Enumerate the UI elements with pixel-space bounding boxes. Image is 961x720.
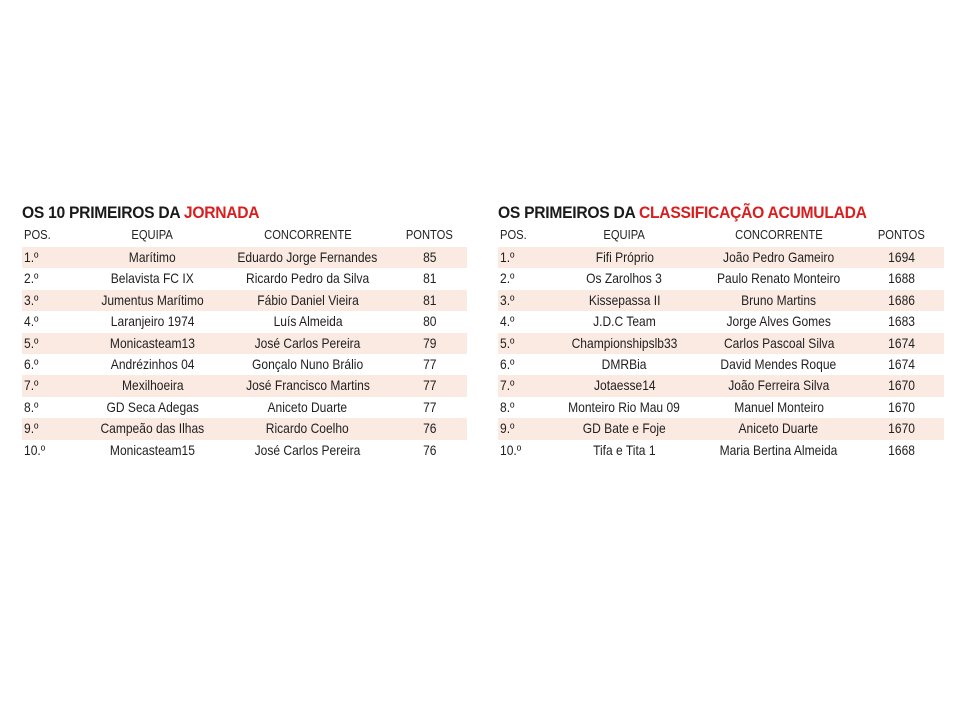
cell-team: Monicasteam15 xyxy=(109,441,195,458)
cell-name: João Ferreira Silva xyxy=(728,377,830,394)
cell-pos: 4.º xyxy=(24,313,39,330)
cell-name: Eduardo Jorge Fernandes xyxy=(237,249,378,265)
table-row xyxy=(498,333,944,354)
cell-pos: 4.º xyxy=(500,313,515,330)
cell-name: Maria Bertina Almeida xyxy=(719,441,838,458)
cell-team: Belavista FC IX xyxy=(110,270,194,287)
cell-pts: 1674 xyxy=(887,355,915,372)
cell-pts: 81 xyxy=(422,291,437,308)
table-row xyxy=(498,311,944,332)
cell-pos: 2.º xyxy=(24,270,39,287)
table-row xyxy=(22,440,467,461)
table-row xyxy=(498,354,944,375)
cell-name: Aniceto Duarte xyxy=(267,398,348,415)
cell-team: Jotaesse14 xyxy=(593,377,656,394)
table-row xyxy=(22,375,467,396)
cell-name: Bruno Martins xyxy=(741,291,817,308)
table-row xyxy=(498,375,944,396)
jornada-title-prefix: OS 10 PRIMEIROS DA xyxy=(22,203,184,222)
acumulada-title-prefix: OS PRIMEIROS DA xyxy=(498,203,640,222)
table-row xyxy=(22,397,467,418)
cell-pos: 9.º xyxy=(500,420,515,437)
acumulada-table xyxy=(498,200,944,461)
cell-team: Fifi Próprio xyxy=(595,249,654,265)
header-pts: PONTOS xyxy=(877,227,925,242)
acumulada-header-row xyxy=(498,226,944,244)
jornada-table-title xyxy=(22,200,431,226)
jornada-rows xyxy=(22,247,467,461)
cell-name: Luís Almeida xyxy=(273,313,343,330)
acumulada-title-accent: CLASSIFICAÇÃO ACUMULADA xyxy=(639,203,867,222)
cell-pts: 1670 xyxy=(887,398,915,415)
cell-team: Tifa e Tita 1 xyxy=(593,441,656,458)
table-row xyxy=(498,247,944,268)
cell-pos: 2.º xyxy=(500,270,515,287)
table-row xyxy=(22,418,467,439)
cell-team: GD Bate e Foje xyxy=(582,420,666,437)
cell-pts: 1683 xyxy=(887,313,915,330)
cell-name: Carlos Pascoal Silva xyxy=(723,334,834,351)
cell-pts: 1686 xyxy=(887,291,915,308)
cell-pts: 1694 xyxy=(887,249,915,265)
cell-pts: 1670 xyxy=(887,377,915,394)
cell-pos: 1.º xyxy=(24,249,39,265)
cell-pos: 6.º xyxy=(24,355,39,372)
header-name: CONCORRENTE xyxy=(734,227,823,242)
cell-team: Marítimo xyxy=(128,249,176,265)
cell-pos: 3.º xyxy=(500,291,515,308)
cell-pos: 7.º xyxy=(500,377,515,394)
table-row xyxy=(22,290,467,311)
header-pos: POS. xyxy=(24,227,51,242)
table-row xyxy=(22,354,467,375)
cell-team: J.D.C Team xyxy=(593,313,656,330)
cell-pts: 76 xyxy=(422,420,437,437)
cell-pos: 8.º xyxy=(500,398,515,415)
cell-name: Manuel Monteiro xyxy=(733,398,824,415)
table-row xyxy=(22,311,467,332)
cell-name: Paulo Renato Monteiro xyxy=(717,270,841,287)
cell-name: Ricardo Coelho xyxy=(266,420,350,437)
cell-team: GD Seca Adegas xyxy=(106,398,199,415)
cell-team: Laranjeiro 1974 xyxy=(110,313,195,330)
cell-team: Monicasteam13 xyxy=(109,334,195,351)
cell-pts: 77 xyxy=(422,398,437,415)
cell-pts: 1688 xyxy=(887,270,915,287)
table-row xyxy=(498,290,944,311)
cell-name: David Mendes Roque xyxy=(720,355,837,372)
cell-pts: 76 xyxy=(422,441,437,458)
cell-pos: 10.º xyxy=(24,441,46,458)
table-row xyxy=(498,397,944,418)
cell-pts: 80 xyxy=(422,313,437,330)
cell-team: Andrézinhos 04 xyxy=(110,355,195,372)
cell-team: DMRBia xyxy=(602,355,647,372)
cell-team: Campeão das Ilhas xyxy=(100,420,205,437)
jornada-table xyxy=(22,200,467,461)
cell-team: Os Zarolhos 3 xyxy=(586,270,663,287)
cell-pos: 8.º xyxy=(24,398,39,415)
acumulada-table-title xyxy=(498,200,908,226)
jornada-header-row xyxy=(22,226,467,244)
cell-pts: 81 xyxy=(422,270,437,287)
cell-name: João Pedro Gameiro xyxy=(723,249,835,265)
header-pts: PONTOS xyxy=(406,227,454,242)
cell-team: Jumentus Marítimo xyxy=(101,291,204,308)
cell-pos: 5.º xyxy=(500,334,515,351)
cell-name: José Carlos Pereira xyxy=(254,334,361,351)
table-row xyxy=(22,247,467,268)
cell-pts: 1668 xyxy=(887,441,915,458)
cell-pos: 6.º xyxy=(500,355,515,372)
cell-name: Jorge Alves Gomes xyxy=(726,313,831,330)
cell-name: Ricardo Pedro da Silva xyxy=(246,270,370,287)
cell-name: Fábio Daniel Vieira xyxy=(256,291,359,308)
header-team: EQUIPA xyxy=(603,227,646,242)
cell-name: José Carlos Pereira xyxy=(254,441,361,458)
cell-pos: 5.º xyxy=(24,334,39,351)
header-pos: POS. xyxy=(500,227,527,242)
table-row xyxy=(498,440,944,461)
cell-pts: 79 xyxy=(422,334,437,351)
table-row xyxy=(498,268,944,289)
cell-name: José Francisco Martins xyxy=(245,377,370,394)
cell-pos: 10.º xyxy=(500,441,522,458)
cell-team: Championshipslb33 xyxy=(571,334,678,351)
jornada-title-accent: JORNADA xyxy=(183,203,260,222)
cell-name: Gonçalo Nuno Brálio xyxy=(252,355,364,372)
cell-team: Monteiro Rio Mau 09 xyxy=(568,398,681,415)
acumulada-rows xyxy=(498,247,944,461)
cell-pts: 1670 xyxy=(887,420,915,437)
header-team: EQUIPA xyxy=(131,227,174,242)
cell-pts: 77 xyxy=(422,377,437,394)
cell-team: Mexilhoeira xyxy=(121,377,184,394)
cell-pts: 1674 xyxy=(887,334,915,351)
cell-pts: 85 xyxy=(422,249,437,265)
table-row xyxy=(22,333,467,354)
cell-pos: 3.º xyxy=(24,291,39,308)
cell-pts: 77 xyxy=(422,355,437,372)
table-row xyxy=(498,418,944,439)
table-row xyxy=(22,268,467,289)
cell-pos: 9.º xyxy=(24,420,39,437)
header-name: CONCORRENTE xyxy=(263,227,352,242)
cell-team: Kissepassa II xyxy=(588,291,661,308)
cell-pos: 1.º xyxy=(500,249,515,265)
cell-pos: 7.º xyxy=(24,377,39,394)
cell-name: Aniceto Duarte xyxy=(738,420,819,437)
